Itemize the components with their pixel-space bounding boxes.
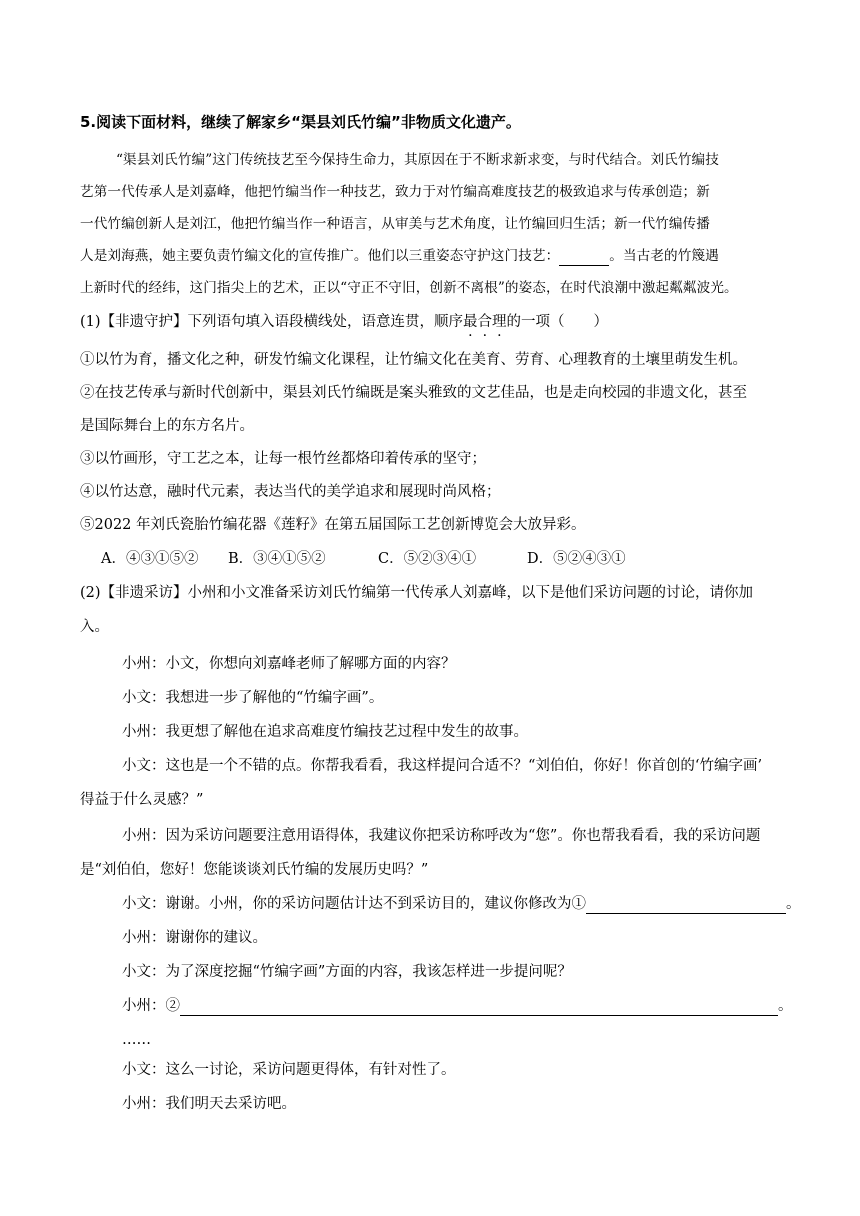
- part2-stem-line-2: 入。: [80, 619, 109, 635]
- dialogue-line-8: 小文：为了深度挖掘“竹编字画”方面的内容，我该怎样进一步提问呢？: [122, 964, 572, 980]
- dialogue-line-7: 小州：谢谢你的建议。: [122, 930, 267, 946]
- dialogue-line-10: 小文：这么一讨论，采访问题更得体，有针对性了。: [122, 1062, 456, 1078]
- sentence-1: ①以竹为育，播文化之种，研发竹编文化课程，让竹编文化在美育、劳育、心理教育的土壤里萌发生机。: [80, 352, 747, 368]
- passage-line-4: [80, 246, 719, 266]
- answer-blank-2[interactable]: [180, 999, 778, 1016]
- dialogue-line-9-text: 小州：②: [122, 998, 180, 1014]
- dialogue-line-9: [122, 996, 793, 1016]
- dialogue-line-5-cont: 是“刘伯伯，您好！您能谈谈刘氏竹编的发展历史吗？”: [80, 862, 429, 878]
- answer-blank-2-period: 。: [778, 998, 793, 1014]
- emphasis-char-1: 最: [463, 314, 478, 330]
- passage-line-5: 上新时代的经纬，这门指尖上的艺术，正以“守正不守旧，创新不离根”的姿态，在时代浪潮中激起粼粼波光。: [80, 280, 738, 296]
- option-c[interactable]: C．⑤②③④①: [378, 551, 477, 567]
- part1-stem-a: (1)【非遗守护】下列语句填入语段横线处，语意连贯，顺序: [80, 314, 464, 330]
- part1-stem: [80, 312, 608, 332]
- sentence-2: ②在技艺传承与新时代创新中，渠县刘氏竹编既是案头雅致的文艺佳品，也是走向校园的非遗文化，甚至: [80, 385, 747, 401]
- dialogue-line-6-text: 小文：谢谢。小州，你的采访问题估计达不到采访目的，建议你修改为①: [122, 896, 586, 912]
- option-d[interactable]: D．⑤②④③①: [527, 551, 626, 567]
- dialogue-line-3: 小州：我更想了解他在追求高难度竹编技艺过程中发生的故事。: [122, 724, 528, 740]
- emphasis-char-2: 合: [477, 314, 493, 330]
- passage-line-4-text: 人是刘海燕，她主要负责竹编文化的宣传推广。他们以三重姿态守护这门技艺：: [80, 248, 560, 264]
- dialogue-ellipsis: ……: [122, 1032, 151, 1048]
- option-a[interactable]: A．④③①⑤②: [101, 551, 199, 567]
- passage-line-4-tail: 。当古老的竹篾遇: [609, 248, 719, 264]
- dialogue-line-2: 小文：我想进一步了解他的“竹编字画”。: [122, 690, 384, 706]
- passage-blank: [559, 249, 609, 266]
- sentence-5: ⑤2022 年刘氏瓷胎竹编花器《莲籽》在第五届国际工艺创新博览会大放异彩。: [80, 517, 586, 533]
- answer-blank-1[interactable]: [586, 897, 786, 914]
- passage-line-2: 艺第一代传承人是刘嘉峰，他把竹编当作一种技艺，致力于对竹编高难度技艺的极致追求与传承创造；新: [80, 184, 710, 200]
- part2-stem-line-1: (2)【非遗采访】小州和小文准备采访刘氏竹编第一代传承人刘嘉峰，以下是他们采访问题的讨论，请你加: [80, 585, 754, 601]
- passage-line-1: “渠县刘氏竹编”这门传统技艺至今保持生命力，其原因在于不断求新求变，与时代结合。刘氏竹编技: [116, 152, 719, 168]
- dialogue-line-6: [122, 894, 801, 914]
- dialogue-line-5: 小州：因为采访问题要注意用语得体，我建议你把采访称呼改为“您”。你也帮我看看，我的采访问题: [122, 828, 761, 844]
- sentence-2-cont: 是国际舞台上的东方名片。: [80, 418, 254, 434]
- option-b[interactable]: B．③④①⑤②: [228, 551, 326, 567]
- dialogue-line-1: 小州：小文，你想向刘嘉峰老师了解哪方面的内容？: [122, 656, 456, 672]
- answer-blank-1-period: 。: [786, 896, 801, 912]
- emphasis-char-3: 理: [492, 314, 507, 330]
- part1-stem-c: 的一项（ ）: [506, 314, 609, 330]
- dialogue-line-4: 小文：这也是一个不错的点。你帮我看看，我这样提问合适不？“刘伯伯，你好！你首创的‘竹编字画’: [122, 758, 763, 774]
- passage-line-3: 一代竹编创新人是刘江，他把竹编当作一种语言，从审美与艺术角度，让竹编回归生活；新一代竹编传播: [80, 216, 710, 232]
- sentence-3: ③以竹画形，守工艺之本，让每一根竹丝都烙印着传承的坚守；: [80, 451, 486, 467]
- dialogue-line-11: 小州：我们明天去采访吧。: [122, 1096, 296, 1112]
- dialogue-line-4-cont: 得益于什么灵感？”: [80, 792, 204, 808]
- sentence-4: ④以竹达意，融时代元素，表达当代的美学追求和展现时尚风格；: [80, 484, 501, 500]
- question-title: 5.阅读下面材料，继续了解家乡“渠县刘氏竹编”非物质文化遗产。: [80, 113, 521, 131]
